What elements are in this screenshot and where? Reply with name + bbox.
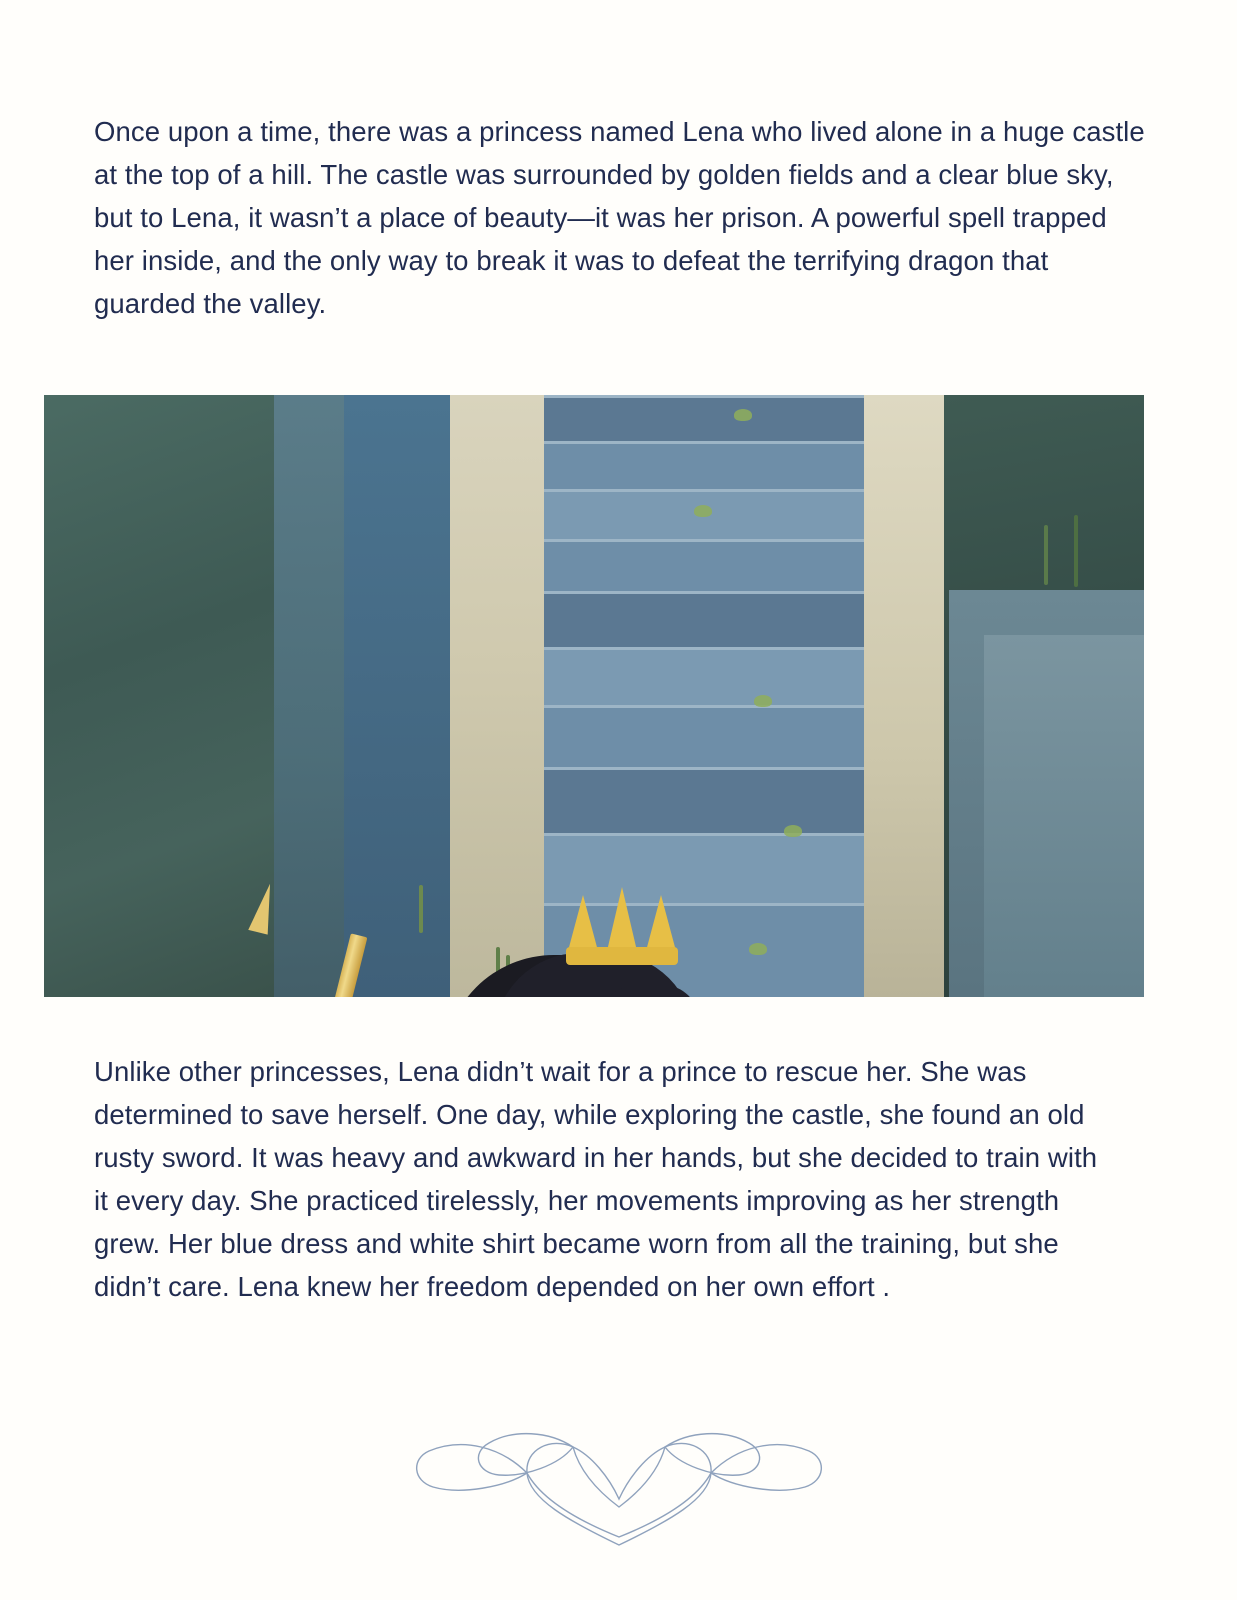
stair-step <box>544 591 864 650</box>
moss-patch <box>754 695 772 707</box>
stair-step <box>544 539 864 594</box>
stair-step <box>544 705 864 770</box>
golden-crown-icon <box>566 893 678 965</box>
stone-block-foreground-top <box>984 635 1144 997</box>
moss-patch <box>734 409 752 421</box>
plant-sprig <box>1044 525 1048 585</box>
moss-patch <box>694 505 712 517</box>
stair-step <box>544 767 864 836</box>
stair-step <box>544 441 864 492</box>
crown-spike <box>646 895 676 951</box>
crown-spike <box>607 887 637 951</box>
moss-patch <box>784 825 802 837</box>
story-illustration <box>44 395 1144 997</box>
illustration-canvas <box>44 395 1144 997</box>
stone-pillar-right <box>862 395 952 997</box>
crown-band <box>566 947 678 965</box>
crown-spike <box>568 895 598 951</box>
stair-step <box>544 395 864 444</box>
page-content <box>94 0 1144 353</box>
footer-ornament <box>0 1425 1237 1555</box>
princess-character <box>194 835 754 997</box>
sword-tip <box>248 881 280 934</box>
sword-blade <box>266 933 367 997</box>
story-paragraph-2: Unlike other princesses, Lena didn’t wait for a prince to rescue her. She was determined to save herself. One day, while exploring the castle, she found an old rusty sword. It was heavy and awkward in her hands, but she decided to train with it every day. She practiced tirelessly, her movements improving as her strength grew. Her blue dress and white shirt became worn from all the training, but she didn’t care. Lena knew her freedom depended on her own effort . <box>94 1056 1098 1302</box>
heart-flourish-ornament <box>409 1425 829 1555</box>
stair-step <box>544 647 864 708</box>
story-paragraph-1: Once upon a time, there was a princess named Lena who lived alone in a huge castle at the top of a hill. The castle was surrounded by golden fields and a clear blue sky, but to Lena, it wasn’t a place of beauty—it was her prison. A powerful spell trapped her inside, and the only way to break it was to defeat the terrifying dragon that guarded the valley. <box>94 116 1145 319</box>
page-content-lower <box>94 1050 1144 1336</box>
plant-sprig <box>1074 515 1078 587</box>
